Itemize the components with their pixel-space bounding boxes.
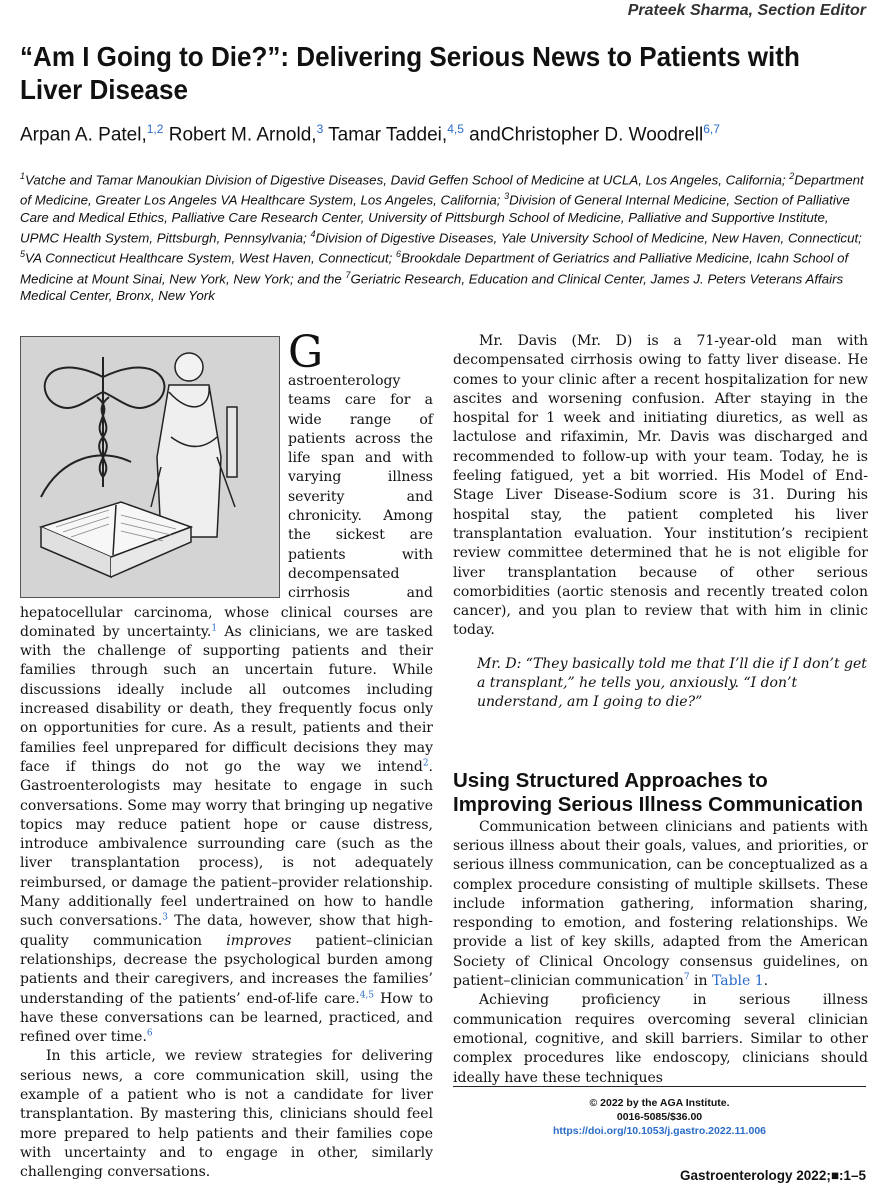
text-run: in: [689, 973, 712, 990]
affil-text: Division of General Internal Medicine, Section of Palliative Care and Medical Ethics, Palliative Care Research Center, University of Pittsburgh School of Medicine, Palliative and Supportive Institute, UPMC Health System, Pittsburgh, Pennsylvania;: [20, 192, 850, 246]
case-paragraph: Mr. Davis (Mr. D) is a 71-year-old man with decompensated cirrhosis owing to fatty liver disease. He comes to your clinic after a recent hospitalization for new ascites and worsening confusion. After staying in the hospital for 1 week and initiating diuretics, as well as lactulose and rifaximin, Mr. Davis was discharged and recommended to follow-up with your team. Today, he is feeling fatigued, yet a bit worried. His Model of End-Stage Liver Disease-Sodium score is 31. During his hospital stay, the patient completed his liver transplantation evaluation. Your institution’s recipient review committee determined that he is not eligible for liver transplantation because of other serious comorbidities (aortic stenosis and recently treated colon cancer), and you plan to review that with him in clinic today.: [453, 333, 868, 639]
author-affil-ref[interactable]: 3: [316, 122, 324, 136]
citation-link[interactable]: 6: [146, 1028, 153, 1039]
affil-number: 1: [20, 171, 26, 181]
text-run: The data, however, show that high-quality communication: [20, 913, 433, 949]
affil-text: Division of Digestive Diseases, Yale University School of Medicine, New Haven, Connecticut;: [315, 230, 862, 246]
text-run: .: [763, 973, 769, 990]
affil-number: 5: [20, 249, 26, 260]
copyright-line: © 2022 by the AGA Institute.: [589, 1097, 730, 1109]
affil-number: 2: [789, 171, 795, 181]
affil-text: Geriatric Research, Education and Clinical Center, James J. Peters Veterans Affairs Medical Center, Bronx, New York: [20, 271, 844, 304]
citation-link[interactable]: 2: [422, 758, 429, 769]
issn-price: 0016-5085/$36.00: [616, 1111, 703, 1123]
section-editor: Prateek Sharma, Section Editor: [627, 2, 866, 19]
affil-text: Brookdale Department of Geriatrics and Palliative Medicine, Icahn School of Medicine at Mount Sinai, New York, New York; and the: [20, 250, 849, 287]
purpose-paragraph: In this article, we review strategies for delivering serious news, a core communication skill, using the example of a patient who is not a candidate for liver transplantation. By mastering this, clinicians should feel more prepared to help patients and their families cope with uncertainty and to engage in other, similarly challenging conversations.: [20, 1048, 433, 1181]
caduceus-physician-illustration: [20, 336, 280, 598]
author-affil-ref[interactable]: 6,7: [703, 122, 720, 136]
table-link[interactable]: Table 1: [711, 973, 764, 990]
section-heading: Using Structured Approaches to Improving Serious Illness Communication: [453, 768, 864, 817]
affil-text: Department of Medicine, Greater Los Angeles VA Healthcare System, Los Angeles, California;: [20, 172, 864, 208]
body-paragraph: Achieving proficiency in serious illness communication requires overcoming several clinician emotional, cognitive, and skill barriers. Similar to other complex procedures like endoscopy, clinicians should ideally have these techniques: [453, 992, 868, 1086]
citation-link[interactable]: 4,5: [359, 989, 375, 1000]
journal-footer: Gastroenterology 2022;■:1–5: [680, 1168, 866, 1183]
patient-quote: Mr. D: “They basically told me that I’ll die if I don’t get a transplant,” he tells you, anxiously. “I don’t understand, am I going to die?”: [477, 655, 867, 711]
affil-text: VA Connecticut Healthcare System, West Haven, Connecticut;: [25, 250, 397, 266]
text-run: How to have these conversations can be learned, practiced, and refined over time.: [20, 990, 434, 1046]
left-column: [20, 327, 434, 1182]
author-list: [20, 122, 720, 146]
author-name: Arpan A. Patel,: [20, 124, 147, 146]
author-name: Robert M. Arnold,: [163, 124, 317, 146]
citation-link[interactable]: 7: [683, 972, 690, 983]
affil-number: 7: [345, 269, 351, 280]
affil-number: 4: [310, 228, 316, 239]
text-run: As clinicians, we are tasked with the challenge of supporting patients and their families through such an uncertain future. While discussions ideally include all outcomes including increased disability or death, they frequently focus only on opportunities for cure. As a result, patients and their families feel unprepared for difficult decisions they may face if things do not go the way we intend: [20, 623, 433, 775]
emphasis-text: improves: [226, 932, 292, 949]
citation-link[interactable]: 3: [162, 912, 168, 923]
author-name: Tamar Taddei,: [323, 124, 448, 146]
author-affil-ref[interactable]: 1,2: [146, 122, 164, 136]
drop-cap: G: [288, 327, 324, 378]
text-run: astroenterology teams care for a wide range of patients across the life span and with varying illness severity and chronicity. Among the sickest are patients with decompensated cirrhosis and hepatocellular carcinoma, whose clinical courses are dominated by uncertainty.: [20, 373, 433, 640]
affiliations: [20, 168, 868, 304]
text-run: . Gastroenterologists may hesitate to engage in such conversations. Some may worry that bringing up negative topics may reduce patient hope or cause distress, introduce ambivalence surrounding care (such as the liver transplantation process), is not adequately reimbursed, or damage the patient–provider relationship. Many additionally feel undertrained on how to handle such conversations.: [20, 758, 433, 930]
affil-text: Vatche and Tamar Manoukian Division of Digestive Diseases, David Geffen School of Medicine at UCLA, Los Angeles, California;: [25, 172, 790, 188]
footnote-divider: [453, 1086, 866, 1087]
copyright-block: [453, 1096, 866, 1138]
text-run: patient–clinician relationships, decrease the psychological burden among patients and their caregivers, and increases the families’ understanding of the patients’ end-of-life care.: [20, 932, 433, 1007]
right-column: [453, 332, 868, 1088]
body-paragraph: [453, 818, 868, 992]
affil-number: 3: [504, 191, 510, 202]
affil-number: 6: [396, 249, 402, 260]
doi-link[interactable]: https://doi.org/10.1053/j.gastro.2022.11.006: [552, 1125, 766, 1137]
author-name: andChristopher D. Woodrell: [463, 124, 704, 146]
article-title: “Am I Going to Die?”: Delivering Serious News to Patients with Liver Disease: [20, 41, 800, 105]
text-run: Communication between clinicians and patients with serious illness about their goals, values, and priorities, or serious illness communication, can be conceptualized as a complex procedure consisting of multiple skillsets. These include information gathering, information sharing, responding to emotion, and fostering relationships. We provide a list of key skills, adapted from the American Society of Clinical Oncology consensus guidelines, on patient–clinician communication: [453, 818, 868, 990]
citation-link[interactable]: 1: [211, 623, 218, 634]
illustration-svg: [21, 337, 279, 597]
author-affil-ref[interactable]: 4,5: [447, 122, 464, 136]
